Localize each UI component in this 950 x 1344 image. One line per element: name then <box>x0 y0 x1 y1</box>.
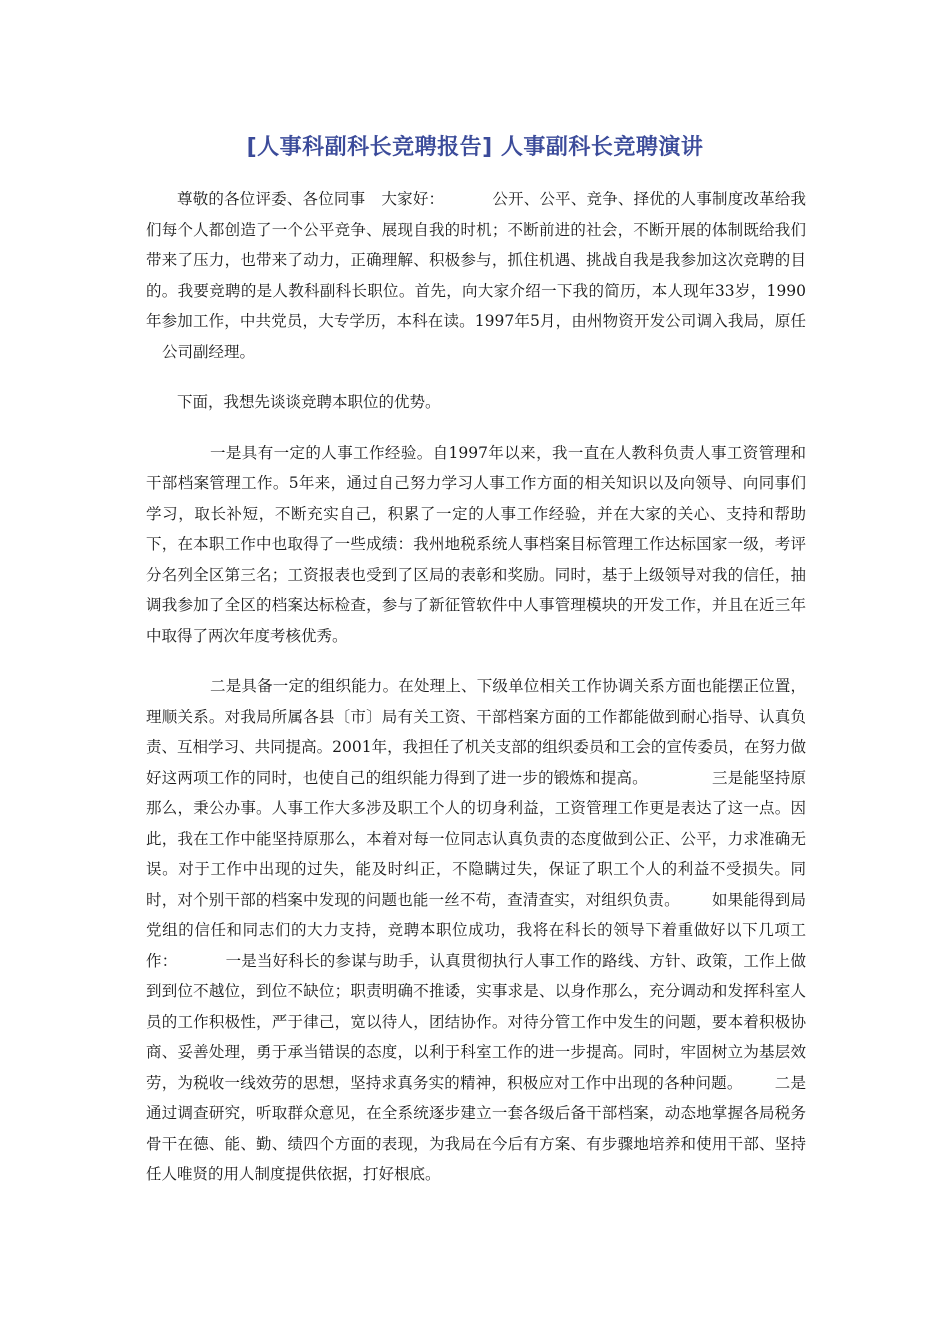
page-title: [人事科副科长竞聘报告] 人事副科长竞聘演讲 <box>246 135 704 160</box>
greeting-text: 尊敬的各位评委、各位同事 <box>177 190 366 208</box>
paragraph-greeting <box>146 184 806 367</box>
commitment-intro-text: 如果能得到局党组的信任和同志们的大力支持，竞聘本职位成功，我将在科长的领导下着重做好以下几项工作： <box>146 890 806 970</box>
introduction-text: 公开、公平、竞争、择优的人事制度改革给我们每个人都创造了一个公平竞争、展现自我的时机；不断前进的社会，不断开展的体制既给我们带来了压力，也带来了动力，正确理解、积极参与，抓住机遇、挑战自我是我参加这次竞聘的目的。我要竞聘的是人教科副科长职位。首先，向大家介绍一下我的简历，本人现年33岁，1990年参加工作，中共党员，大专学历，本科在读。1997年5月，由州物资开发公司调入我局，原任 <box>146 190 806 330</box>
advantage-two-text: 二是具备一定的组织能力。在处理上、下级单位相关工作协调关系方面也能摆正位置，理顺关系。对我局所属各县〔市〕局有关工资、干部档案方面的工作都能做到耐心指导、认真负责、互相学习、共同提高。2001年，我担任了机关支部的组织委员和工会的宣传委员，在努力做好这两项工作的同时，也使自己的组织能力得到了进一步的锻炼和提高。 <box>146 677 806 787</box>
greeting-salutation: 大家好： <box>381 190 445 208</box>
paragraph-advantage-two <box>146 671 806 1190</box>
document-body <box>146 184 806 1204</box>
introduction-ending: 公司副经理。 <box>162 342 256 361</box>
plan-one-text: 一是当好科长的参谋与助手，认真贯彻执行人事工作的路线、方针、政策，工作上做到到位不越位，到位不缺位；职责明确不推诿，实事求是、以身作那么，充分调动和发挥科室人员的工作积极性，严于律己，宽以待人，团结协作。对待分管工作中发生的问题，要本着积极协商、妥善处理，勇于承当错误的态度，以利于科室工作的进一步提高。同时，牢固树立为基层效劳，为税收一线效劳的思想，坚持求真务实的精神，积极应对工作中出现的各种问题。 <box>146 951 806 1092</box>
plan-two-text: 二是通过调查研究，听取群众意见，在全系统逐步建立一套各级后备干部档案，动态地掌握各局税务骨干在德、能、勤、绩四个方面的表现，为我局在今后有方案、有步骤地培养和使用干部、坚持任人唯贤的用人制度提供依据，打好根底。 <box>146 1073 806 1183</box>
advantage-three-text: 三是能坚持原那么，秉公办事。人事工作大多涉及职工个人的切身利益，工资管理工作更是表达了这一点。因此，我在工作中能坚持原那么，本着对每一位同志认真负责的态度做到公正、公平，力求准确无误。对于工作中出现的过失，能及时纠正，不隐瞒过失，保证了职工个人的利益不受损失。同时，对个别干部的档案中发现的问题也能一丝不苟，查清查实，对组织负责。 <box>146 768 806 909</box>
paragraph-advantage-one: 一是具有一定的人事工作经验。自1997年以来，我一直在人教科负责人事工资管理和干部档案管理工作。5年来，通过自己努力学习人事工作方面的相关知识以及向领导、向同事们学习，取长补短，不断充实自己，积累了一定的人事工作经验，并在大家的关心、支持和帮助下，在本职工作中也取得了一些成绩：我州地税系统人事档案目标管理工作达标国家一级，考评分名列全区第三名；工资报表也受到了区局的表彰和奖励。同时，基于上级领导对我的信任，抽调我参加了全区的档案达标检查，参与了新征管软件中人事管理模块的开发工作，并且在近三年中取得了两次年度考核优秀。 <box>146 443 806 645</box>
paragraph-advantages-intro: 下面，我想先谈谈竞聘本职位的优势。 <box>177 393 441 411</box>
